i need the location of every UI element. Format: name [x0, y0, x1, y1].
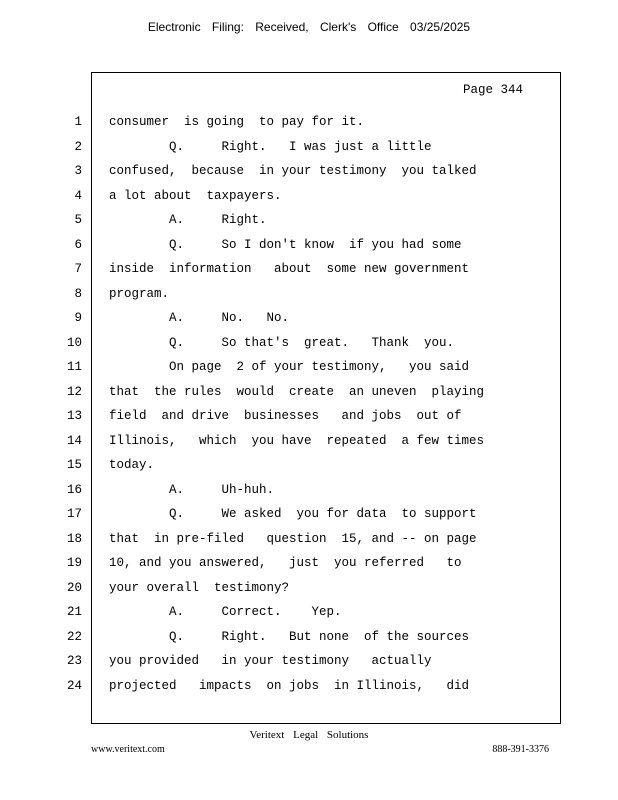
line-number: 24: [66, 678, 82, 693]
transcript-line: your overall testimony?: [109, 580, 290, 595]
line-number: 1: [74, 115, 82, 129]
transcript-line: that in pre-filed question 15, and -- on page: [109, 531, 477, 546]
transcript-line: consumer is going to pay for it.: [109, 115, 365, 129]
line-number: 17: [66, 507, 82, 521]
transcript-line: Q. So that's great. Thank you.: [109, 335, 455, 350]
footer-website: www.veritext.com: [91, 744, 165, 755]
transcript-line: confused, because in your testimony you talked: [109, 164, 477, 178]
transcript-line: inside information about some new government: [109, 262, 470, 276]
line-number: 10: [66, 335, 82, 350]
transcript-line: A. No. No.: [109, 311, 290, 325]
line-number: 8: [74, 286, 82, 301]
transcript-line: projected impacts on jobs in Illinois, did: [109, 678, 470, 693]
transcript-line: On page 2 of your testimony, you said: [109, 360, 470, 374]
line-number: 16: [66, 482, 82, 497]
line-number: 19: [66, 556, 82, 570]
line-number: 6: [74, 237, 82, 252]
transcript-line: field and drive businesses and jobs out of: [109, 409, 462, 423]
line-number-column: [0, 112, 82, 700]
transcript-line: Illinois, which you have repeated a few times: [109, 433, 485, 448]
line-number: 7: [74, 262, 82, 276]
line-number: 5: [74, 213, 82, 227]
line-number: 4: [74, 188, 82, 203]
transcript-text: [109, 112, 559, 700]
transcript-line: today.: [109, 458, 155, 472]
footer-phone: 888-391-3376: [492, 744, 549, 755]
line-number: 18: [66, 531, 82, 546]
line-number: 23: [66, 654, 82, 668]
line-number: 15: [66, 458, 82, 472]
transcript-line: 10, and you answered, just you referred to: [109, 556, 462, 570]
transcript-line: Q. Right. I was just a little: [109, 139, 432, 154]
line-number: 3: [74, 164, 82, 178]
transcript-line: Q. We asked you for data to support: [109, 507, 477, 521]
transcript-line: A. Uh-huh.: [109, 482, 275, 497]
line-number: 22: [66, 629, 82, 644]
line-number: 20: [66, 580, 82, 595]
footer-company-name: Veritext Legal Solutions: [249, 729, 369, 741]
transcript-line: that the rules would create an uneven playing: [109, 384, 485, 399]
line-number: 21: [66, 605, 82, 619]
line-number: 12: [66, 384, 82, 399]
transcript-line: A. Right.: [109, 213, 267, 227]
line-number: 13: [66, 409, 82, 423]
transcript-line: a lot about taxpayers.: [109, 188, 282, 203]
transcript-line: A. Correct. Yep.: [109, 605, 342, 619]
page-number: Page 344: [463, 83, 524, 97]
line-number: 2: [74, 139, 82, 154]
line-number: 14: [66, 433, 82, 448]
transcript-line: Q. So I don't know if you had some: [109, 237, 462, 252]
transcript-line: program.: [109, 286, 170, 301]
line-number: 11: [66, 360, 82, 374]
transcript-line: Q. Right. But none of the sources: [109, 629, 470, 644]
transcript-line: you provided in your testimony actually: [109, 654, 432, 668]
line-number: 9: [74, 311, 82, 325]
filing-stamp-header: Electronic Filing: Received, Clerk's Office 03/25/2025: [147, 20, 471, 34]
